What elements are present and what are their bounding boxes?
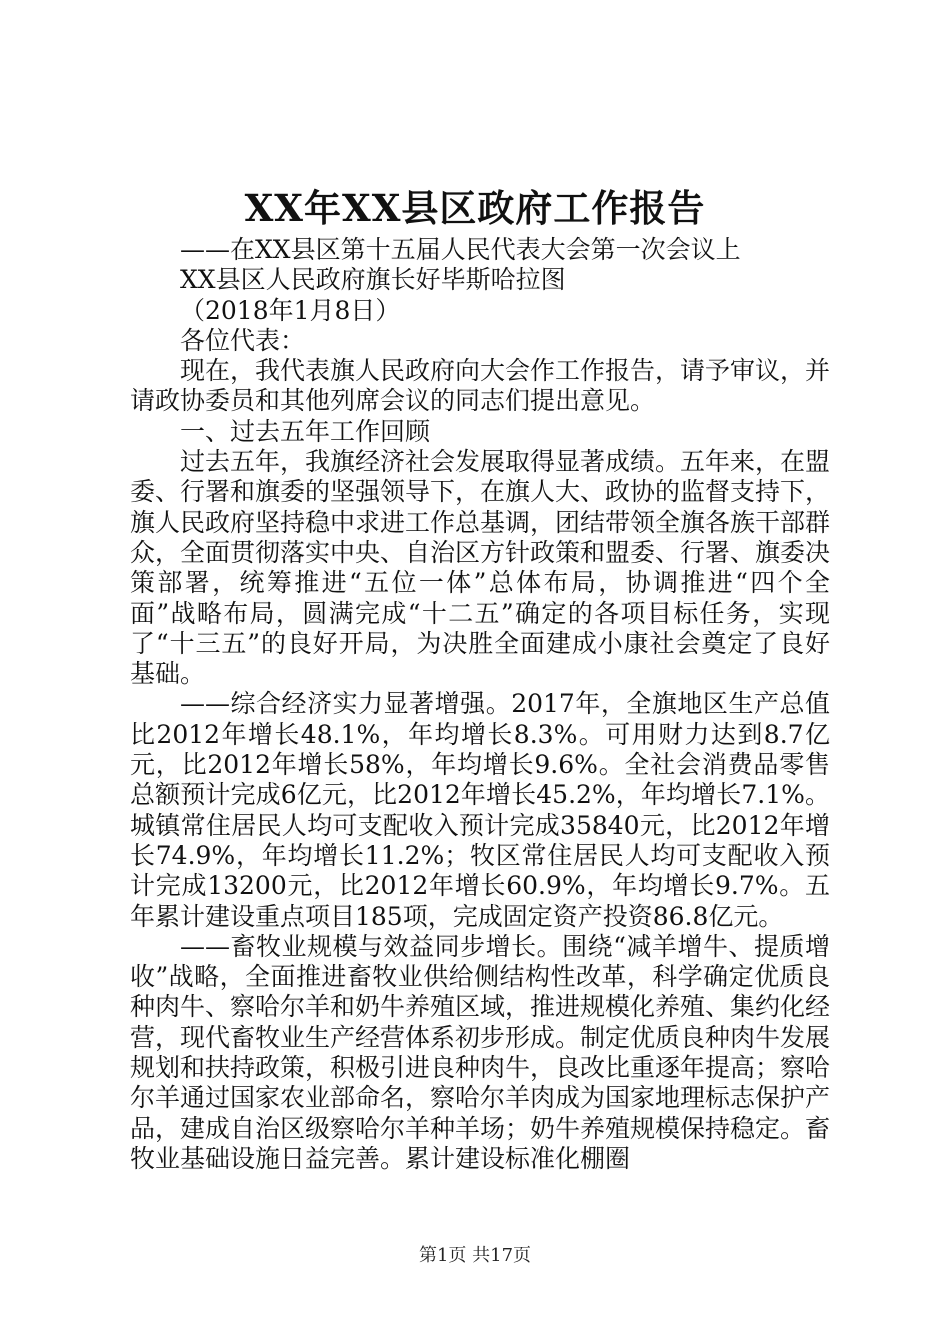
page-number: 第1页 共17页 (418, 1245, 532, 1266)
report-date: （2018年1月8日） (180, 295, 401, 325)
document-title: XX年XX县区政府工作报告 (244, 186, 706, 230)
subtitle-speaker: XX县区人民政府旗长好毕斯哈拉图 (180, 265, 566, 295)
paragraph-intro: 现在，我代表旗人民政府向大会作工作报告，请予审议，并请政协委员和其他列席会议的同志们提出意见。 (130, 356, 831, 416)
paragraph-husbandry: ——畜牧业规模与效益同步增长。围绕“减羊增牛、提质增收”战略，全面推进畜牧业供给侧结构性改革，科学确定优质良种肉牛、察哈尔羊和奶牛养殖区域，推进规模化养殖、集约化经营，现代畜牧业生产经营体系初步形成。制定优质良种肉牛发展规划和扶持政策，积极引进良种肉牛，良改比重逐年提高；察哈尔羊通过国家农业部命名，察哈尔羊肉成为国家地理标志保护产品，建成自治区级察哈尔羊种羊场；奶牛养殖规模保持稳定。畜牧业基础设施日益完善。累计建设标准化棚圈 (130, 931, 831, 1173)
paragraph-economy: ——综合经济实力显著增强。2017年，全旗地区生产总值比2012年增长48.1%，年均增长8.3%。可用财力达到8.7亿元，比2012年增长58%，年均增长9.6%。全社会消费品零售总额预计完成6亿元，比2012年增长45.2%，年均增长7.1%。城镇常住居民人均可支配收入预计完成35840元，比2012年增长74.9%，年均增长11.2%；牧区常住居民人均可支配收入预计完成13200元，比2012年增长60.9%，年均增长9.7%。五年累计建设重点项目185项，完成固定资产投资86.8亿元。 (130, 689, 830, 931)
salutation: 各位代表： (180, 325, 306, 355)
paragraph-review: 过去五年，我旗经济社会发展取得显著成绩。五年来，在盟委、行署和旗委的坚强领导下，在旗人大、政协的监督支持下，旗人民政府坚持稳中求进工作总基调，团结带领全旗各族干部群众，全面贯彻落实中央、自治区方针政策和盟委、行署、旗委决策部署，统筹推进“五位一体”总体布局，协调推进“四个全面”战略布局，圆满完成“十二五”确定的各项目标任务，实现了“十三五”的良好开局，为决胜全面建成小康社会奠定了良好基础。 (130, 447, 831, 689)
document-body (130, 235, 830, 1174)
subtitle-meeting: ——在XX县区第十五届人民代表大会第一次会议上 (180, 235, 741, 264)
section-heading: 一、过去五年工作回顾 (180, 416, 431, 446)
